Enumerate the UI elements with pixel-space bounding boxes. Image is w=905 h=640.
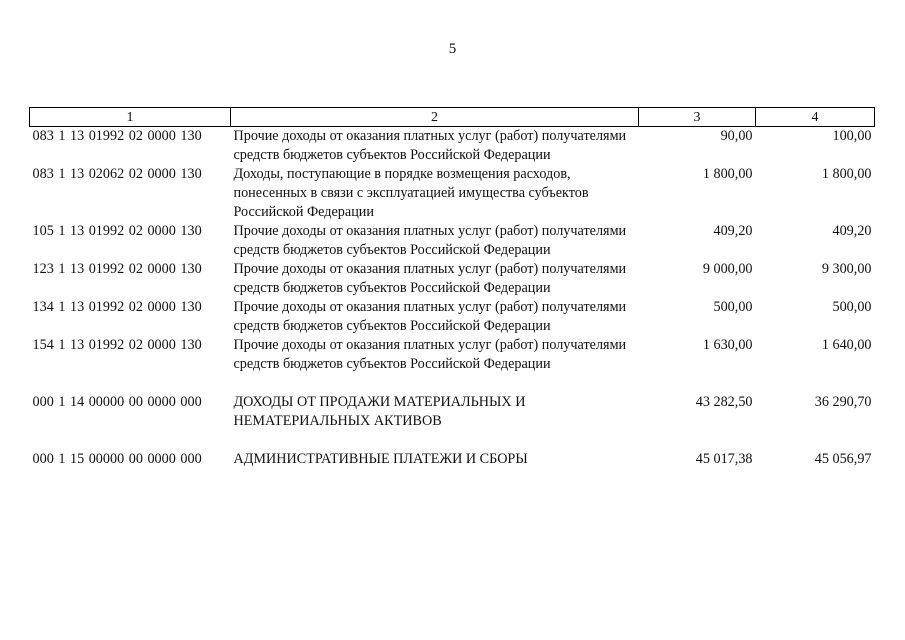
amount-col-4: 36 290,70 <box>814 394 872 410</box>
header-col-3: 3 <box>639 108 756 127</box>
budget-code: 000 1 15 00000 00 0000 000 <box>32 451 202 467</box>
revenue-description: Доходы, поступающие в порядке возмещения расходов, понесенных в связи с эксплуатацией имущества субъектов Российской Федерации <box>233 166 589 220</box>
revenue-description: Прочие доходы от оказания платных услуг (работ) получателями средств бюджетов субъектов Российской Федерации <box>233 337 627 372</box>
row-spacer <box>30 431 875 450</box>
amount-col-4: 45 056,97 <box>814 451 872 467</box>
header-col-1: 1 <box>30 108 231 127</box>
table-row <box>30 222 875 260</box>
amount-col-4: 1 640,00 <box>821 337 872 353</box>
revenue-description: Прочие доходы от оказания платных услуг (работ) получателями средств бюджетов субъектов Российской Федерации <box>233 223 627 258</box>
amount-col-3: 45 017,38 <box>695 451 753 467</box>
header-col-2: 2 <box>231 108 639 127</box>
table-row <box>30 127 875 166</box>
amount-col-4: 1 800,00 <box>821 166 872 182</box>
amount-col-4: 500,00 <box>832 299 872 315</box>
budget-code: 134 1 13 01992 02 0000 130 <box>32 299 202 315</box>
amount-col-4: 9 300,00 <box>821 261 872 277</box>
header-row <box>30 108 875 127</box>
amount-col-4: 100,00 <box>832 128 872 144</box>
amount-col-3: 90,00 <box>720 128 753 144</box>
amount-col-3: 9 000,00 <box>702 261 753 277</box>
amount-col-3: 43 282,50 <box>695 394 753 410</box>
revenue-description: Прочие доходы от оказания платных услуг (работ) получателями средств бюджетов субъектов Российской Федерации <box>233 128 627 163</box>
revenue-table <box>29 107 875 469</box>
budget-code: 105 1 13 01992 02 0000 130 <box>32 223 202 239</box>
amount-col-3: 1 800,00 <box>702 166 753 182</box>
header-col-4: 4 <box>756 108 875 127</box>
revenue-description: АДМИНИСТРАТИВНЫЕ ПЛАТЕЖИ И СБОРЫ <box>233 451 528 467</box>
revenue-description: Прочие доходы от оказания платных услуг (работ) получателями средств бюджетов субъектов Российской Федерации <box>233 261 627 296</box>
page-number: 5 <box>448 41 457 57</box>
table-row <box>30 260 875 298</box>
amount-col-3: 500,00 <box>713 299 753 315</box>
table-row <box>30 298 875 336</box>
table-row <box>30 450 875 469</box>
revenue-description: Прочие доходы от оказания платных услуг (работ) получателями средств бюджетов субъектов Российской Федерации <box>233 299 627 334</box>
row-spacer <box>30 374 875 393</box>
amount-col-3: 409,20 <box>713 223 753 239</box>
amount-col-3: 1 630,00 <box>702 337 753 353</box>
budget-code: 083 1 13 02062 02 0000 130 <box>32 166 202 182</box>
budget-code: 123 1 13 01992 02 0000 130 <box>32 261 202 277</box>
revenue-description: ДОХОДЫ ОТ ПРОДАЖИ МАТЕРИАЛЬНЫХ И НЕМАТЕРИАЛЬНЫХ АКТИВОВ <box>233 394 526 429</box>
table-row <box>30 165 875 222</box>
budget-code: 083 1 13 01992 02 0000 130 <box>32 128 202 144</box>
amount-col-4: 409,20 <box>832 223 872 239</box>
budget-code: 154 1 13 01992 02 0000 130 <box>32 337 202 353</box>
table-row <box>30 393 875 431</box>
table-row <box>30 336 875 374</box>
budget-code: 000 1 14 00000 00 0000 000 <box>32 394 202 410</box>
